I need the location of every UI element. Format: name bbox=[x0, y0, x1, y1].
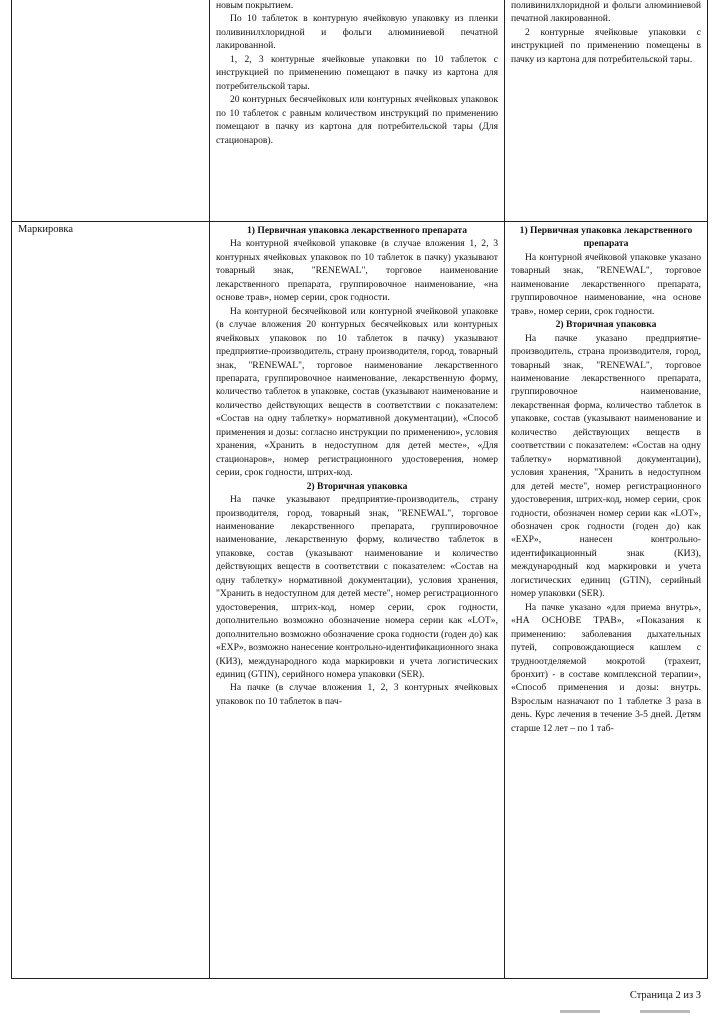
paragraph: 2 контурные ячейковые упаковки с инструкцией по применению помещены в пачку из картона для потребительской тары. bbox=[511, 26, 701, 65]
paragraph: На пачке указано предприятие-производитель, страна производителя, город, товарный знак, "RENEWAL", торговое наименование лекарственного препарата, группировочное наименование, лекарственная форма, количество таблеток в упаковке, состав (указывают наименование и количество действующих веществ в соответствии с показателем: «Состав на одну таблетку» нормативной документации), условия хранения, "Хранить в недоступном для детей месте", номер регистрационного удостоверения, штрих-код, номер серии, срок годности, обозначен номер серии как «LOT», обозначен срок годности (годен до) как «EXP», нанесен контрольно-идентификационный знак (КИЗ), международный код маркировки и учета логистических единиц (GTIN), серийный номер упаковки (SER). bbox=[511, 332, 701, 600]
row-label-packaging bbox=[12, 0, 210, 222]
section-heading: 2) Вторичная упаковка bbox=[555, 319, 657, 331]
page-number: Страница 2 из 3 bbox=[629, 990, 701, 1001]
marking-row bbox=[12, 222, 708, 979]
paragraph: На пачке (в случае вложения 1, 2, 3 контурных ячейковых упаковок по 10 таблеток в пач- bbox=[216, 682, 498, 707]
paragraph: поливинилхлоридной и фольги алюминиевой печатной лакированной. bbox=[511, 0, 701, 25]
row-label-marking: Маркировка bbox=[12, 222, 210, 979]
paragraph: На контурной ячейковой упаковке указано товарный знак, "RENEWAL", торговое наименование лекарственного препарата, группировочное наименование, «на основе трав», номер серии, срок годности. bbox=[511, 251, 701, 317]
specification-table bbox=[11, 0, 708, 979]
paragraph: На контурной ячейковой упаковке (в случае вложения 1, 2, 3 контурных ячейковых упаковок по 10 таблеток в пачку) указывают товарный знак, "RENEWAL", торговое наименование лекарственного препарата, группировочное наименование, «на основе трав», номер серии, срок годности. bbox=[216, 238, 498, 304]
section-heading: 1) Первичная упаковка лекарственного препарата bbox=[246, 225, 467, 236]
paragraph: 20 контурных бесячейковых или контурных ячейковых упаковок по 10 таблеток с равным количеством инструкций по применению помещают в пачку из картона для потребительской тары (Для стационаров). bbox=[216, 94, 498, 146]
paragraph: На пачке указывают предприятие-производитель, страну производителя, город, товарный знак, "RENEWAL", торговое наименование лекарственного препарата, группировочное наименование, лекарственную форму, количество таблеток в упаковке, состав (указывают наименование и количество действующих веществ в соответствии с показателем: «Состав на одну таблетку» нормативной документации), условия хранения, "Хранить в недоступном для детей месте", номер регистрационного удостоверения, штрих-код, номер серии, срок годности, дополнительно возможно обозначение номера серии как «LOT», дополнительно возможно обозначение срока годности (годен до) как «EXP», возможно нанесение контрольно-идентификационного знака (КИЗ), международного кода маркировки и учета логистических единиц (GTIN), серийного номера упаковки (SER). bbox=[216, 494, 498, 680]
scan-artifact bbox=[560, 1010, 600, 1013]
packaging-proposed-text bbox=[505, 0, 708, 222]
marking-current-text bbox=[210, 222, 505, 979]
paragraph: 1, 2, 3 контурные ячейковые упаковки по 10 таблеток с инструкцией по применению помещают в пачку из картона для потребительской тары. bbox=[216, 53, 498, 92]
marking-proposed-text bbox=[505, 222, 708, 979]
paragraph: На пачке указано «для приема внутрь», «НА ОСНОВЕ ТРАВ», «Показания к применению: заболевания дыхательных путей, сопровождающиеся кашлем с трудноотделяемой мокротой (трахеит, бронхит) - в составе комплексной терапии», «Способ применения и дозы: внутрь. Взрослым назначают по 1 таблетке 3 раза в день. Курс лечения в течение 3-5 дней. Детям старше 12 лет – по 1 таб- bbox=[511, 601, 701, 734]
packaging-current-text bbox=[210, 0, 505, 222]
packaging-row bbox=[12, 0, 708, 222]
section-heading: 1) Первичная упаковка лекарственного препарата bbox=[519, 225, 693, 250]
paragraph: По 10 таблеток в контурную ячейковую упаковку из пленки поливинилхлоридной и фольги алюминиевой печатной лакированной. bbox=[216, 13, 498, 52]
scan-artifact bbox=[640, 1010, 690, 1013]
paragraph: новым покрытием. bbox=[216, 0, 294, 11]
section-heading: 2) Вторичная упаковка bbox=[306, 480, 408, 492]
paragraph: На контурной бесячейковой или контурной ячейковой упаковке (в случае вложения 20 контурных бесячейковых или контурных ячейковых упаковок по 10 таблеток в пачку) указывают предприятие-производитель, страну производителя, город, товарный знак, "RENEWAL", торговое наименование лекарственного препарата, группировочное наименование, лекарственную форму, количество таблеток в упаковке, состав (указывают наименование и количество действующих веществ в соответствии с показателем: «Состав на одну таблетку» нормативной документации), «Способ применения и дозы: согласно инструкции по применению», условия хранения, «Хранить в недоступном для детей месте», «Для стационаров», номер регистрационного удостоверения, номер серии, срок годности, штрих-код. bbox=[216, 305, 498, 479]
